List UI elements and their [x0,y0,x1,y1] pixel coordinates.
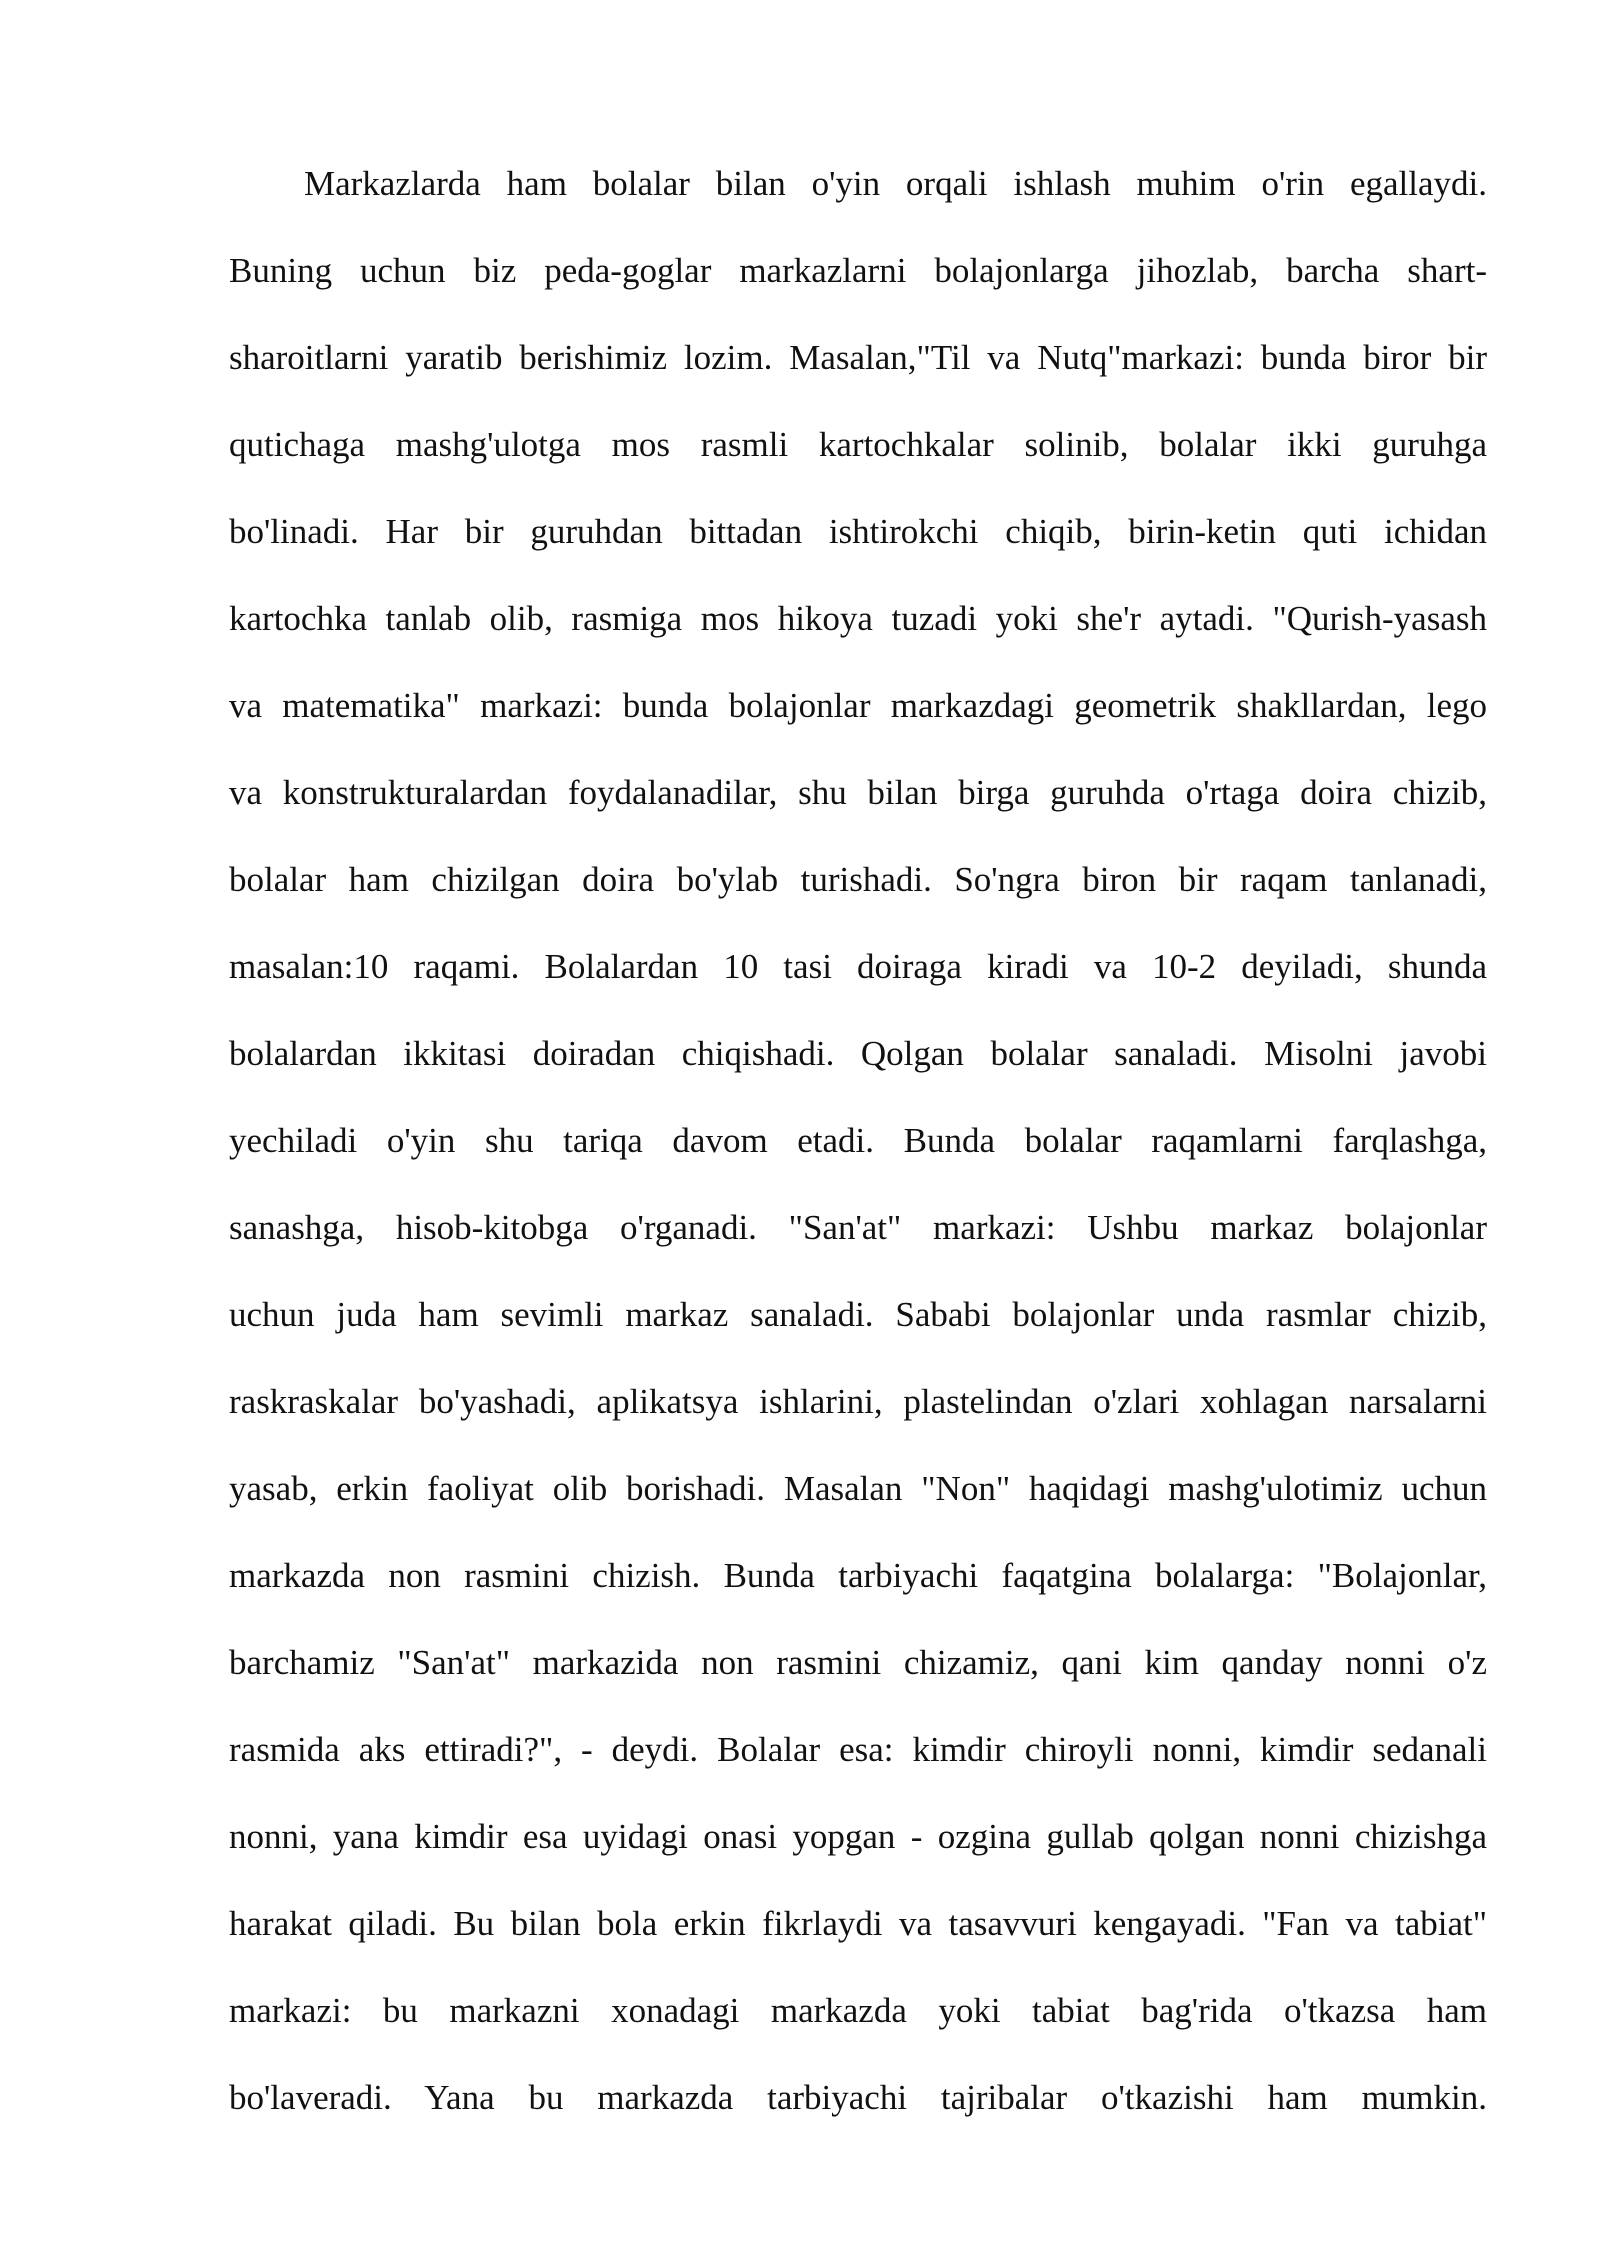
paragraph-line: va konstrukturalardan foydalanadilar, shu bilan birga guruhda o'rtaga doira chizib, [229,773,1487,812]
paragraph-line: sanashga, hisob-kitobga o'rganadi. "San'at" markazi: Ushbu markaz bolajonlar [229,1208,1487,1247]
paragraph-line: sharoitlarni yaratib berishimiz lozim. Masalan,"Til va Nutq"markazi: bunda biror bir [229,338,1487,377]
paragraph-line: rasmida aks ettiradi?", - deydi. Bolalar esa: kimdir chiroyli nonni, kimdir sedanali [229,1730,1487,1769]
paragraph-line: Buning uchun biz peda-goglar markazlarni bolajonlarga jihozlab, barcha shart- [229,251,1487,290]
paragraph-line: masalan:10 raqami. Bolalardan 10 tasi doiraga kiradi va 10-2 deyiladi, shunda [229,947,1487,986]
paragraph-line: yasab, erkin faoliyat olib borishadi. Masalan "Non" haqidagi mashg'ulotimiz uchun [229,1469,1487,1508]
body-paragraph [229,140,1487,2141]
paragraph-line: yechiladi o'yin shu tariqa davom etadi. Bunda bolalar raqamlarni farqlashga, [229,1121,1487,1160]
paragraph-line: nonni, yana kimdir esa uyidagi onasi yopgan - ozgina gullab qolgan nonni chizishga [229,1817,1487,1856]
paragraph-line: markazi: bu markazni xonadagi markazda yoki tabiat bag'rida o'tkazsa ham [229,1991,1487,2030]
paragraph-line: bo'laveradi. Yana bu markazda tarbiyachi tajribalar o'tkazishi ham mumkin. [229,2078,1487,2117]
paragraph-line: kartochka tanlab olib, rasmiga mos hikoya tuzadi yoki she'r aytadi. "Qurish-yasash [229,599,1487,638]
paragraph-line: raskraskalar bo'yashadi, aplikatsya ishlarini, plastelindan o'zlari xohlagan narsalarni [229,1382,1487,1421]
paragraph-line: bo'linadi. Har bir guruhdan bittadan ishtirokchi chiqib, birin-ketin quti ichidan [229,512,1487,551]
paragraph-line: harakat qiladi. Bu bilan bola erkin fikrlaydi va tasavvuri kengayadi. "Fan va tabiat" [229,1904,1487,1943]
paragraph-line: Markazlarda ham bolalar bilan o'yin orqali ishlash muhim o'rin egallaydi. [304,164,1487,203]
paragraph-line: markazda non rasmini chizish. Bunda tarbiyachi faqatgina bolalarga: "Bolajonlar, [229,1556,1487,1595]
paragraph-line: qutichaga mashg'ulotga mos rasmli kartochkalar solinib, bolalar ikki guruhga [229,425,1487,464]
paragraph-line: barchamiz "San'at" markazida non rasmini chizamiz, qani kim qanday nonni o'z [229,1643,1487,1682]
paragraph-line: uchun juda ham sevimli markaz sanaladi. Sababi bolajonlar unda rasmlar chizib, [229,1295,1487,1334]
paragraph-line: bolalardan ikkitasi doiradan chiqishadi. Qolgan bolalar sanaladi. Misolni javobi [229,1034,1487,1073]
paragraph-line: va matematika" markazi: bunda bolajonlar markazdagi geometrik shakllardan, lego [229,686,1487,725]
paragraph-line: bolalar ham chizilgan doira bo'ylab turishadi. So'ngra biron bir raqam tanlanadi, [229,860,1487,899]
